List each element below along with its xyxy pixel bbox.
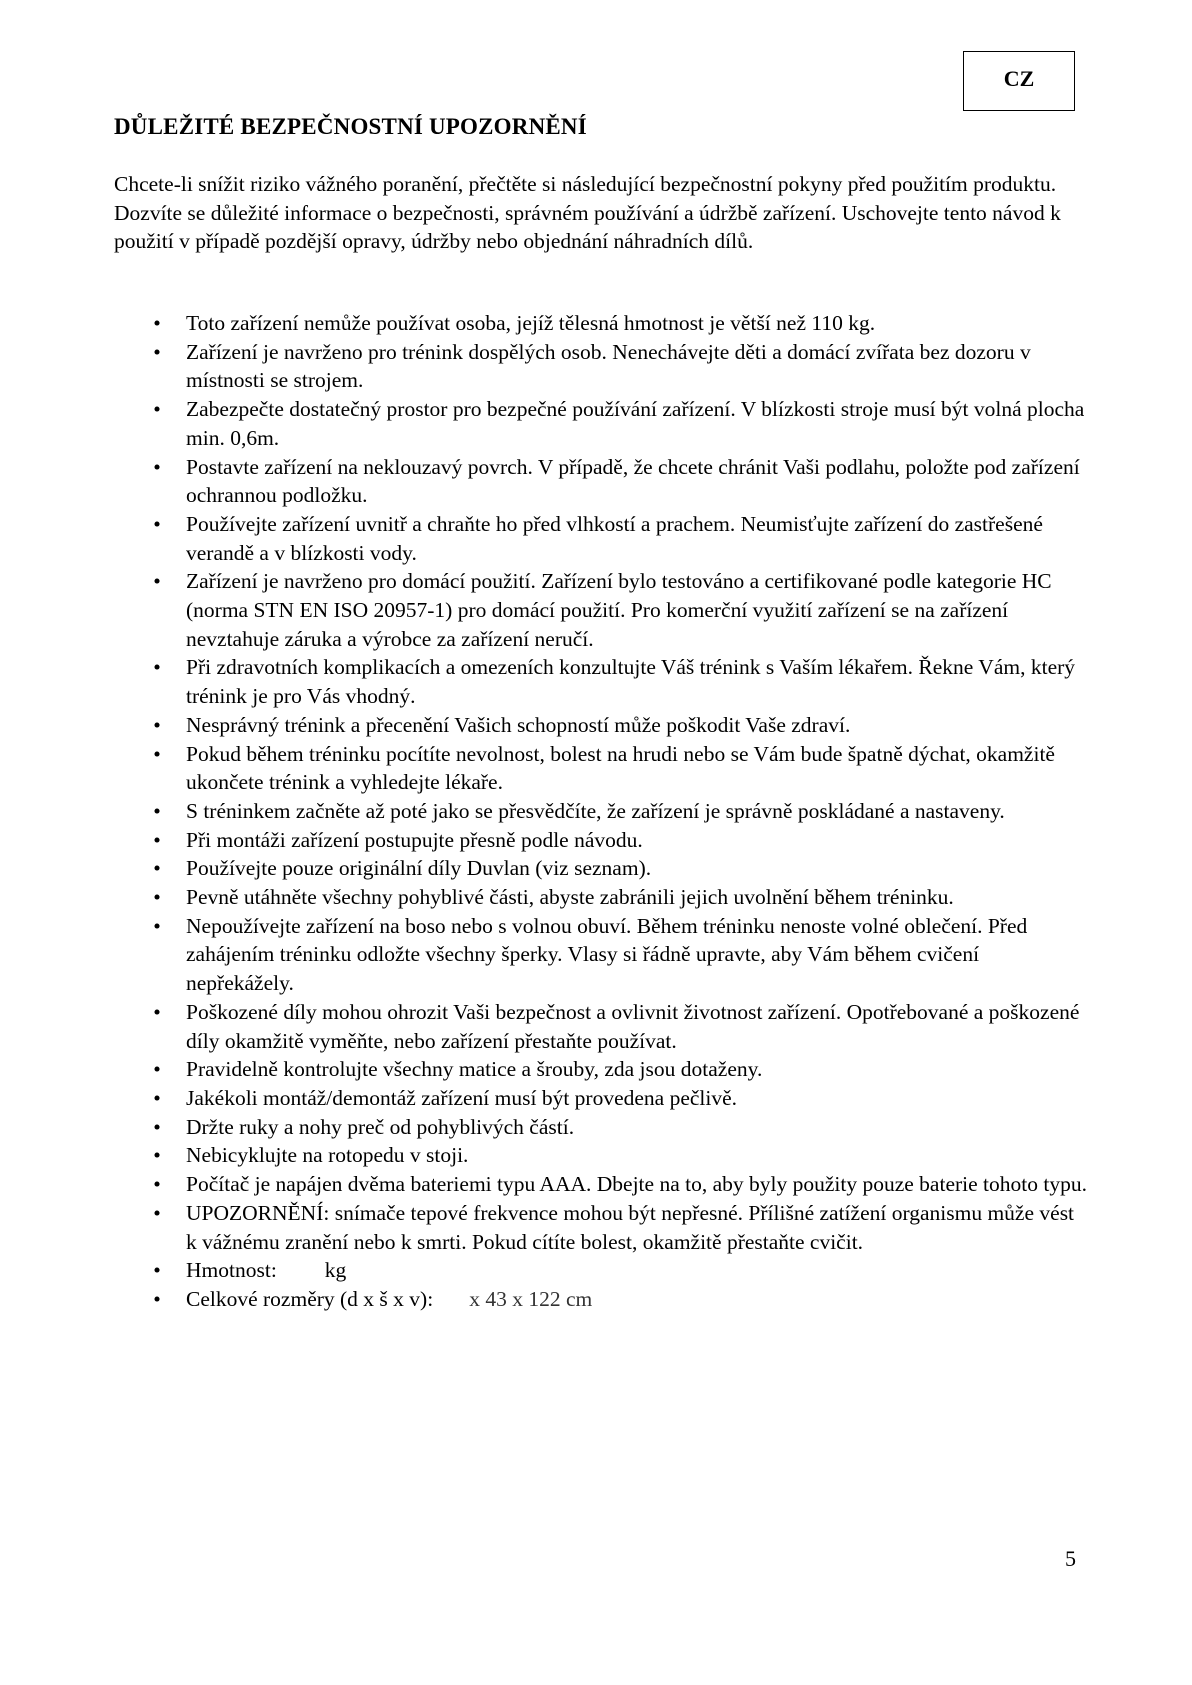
weight-label: Hmotnost: — [186, 1258, 277, 1283]
bullet-icon: • — [153, 1200, 161, 1225]
bullet-icon: • — [153, 511, 161, 536]
bullet-icon: • — [153, 712, 161, 737]
list-item-text: Držte ruky a nohy preč od pohyblivých částí. — [186, 1114, 575, 1139]
list-item-text: Počítač je napájen dvěma bateriemi typu AAA. Dbejte na to, aby byly použity pouze baterie tohoto typu. — [186, 1172, 1087, 1197]
bullet-icon: • — [153, 741, 161, 766]
language-badge — [963, 51, 1075, 111]
list-item-text: Zabezpečte dostatečný prostor pro bezpečné používání zařízení. V blízkosti stroje musí být volná plocha min. 0,6m. — [186, 397, 1085, 450]
list-item-text: Zařízení je navrženo pro domácí použití. Zařízení bylo testováno a certifikované podle kategorie HC (norma STN EN ISO 20957-1) pro domácí použití. Pro komerční využití zařízení se na zařízení nevztahuje záruka a výrobce za zařízení neručí. — [186, 569, 1052, 651]
list-item — [114, 309, 1089, 338]
bullet-icon: • — [153, 397, 161, 422]
bullet-icon: • — [153, 1114, 161, 1139]
intro-paragraph: Chcete-li snížit riziko vážného poranění, přečtěte si následující bezpečnostní pokyny před použitím produktu. Dozvíte se důležité informace o bezpečnosti, správném používání a údržbě zařízení. Uschovejte tento návod k použití v případě pozdější opravy, údržby nebo objednání náhradních dílů. — [114, 172, 1061, 253]
spec-dimensions — [114, 1285, 1089, 1314]
bullet-icon: • — [153, 798, 161, 823]
list-item — [114, 998, 1089, 1055]
bullet-icon: • — [153, 339, 161, 364]
list-item — [114, 338, 1089, 395]
bullet-icon: • — [153, 913, 161, 938]
list-item — [114, 912, 1089, 998]
list-item-text: UPOZORNĚNÍ: snímače tepové frekvence mohou být nepřesné. Přílišné zatížení organismu může vést k vážnému zranění nebo k smrti. Pokud cítíte bolest, okamžitě přestaňte cvičit. — [186, 1200, 1075, 1254]
list-item-text: Pevně utáhněte všechny pohyblivé části, abyste zabránili jejich uvolnění během tréninku. — [186, 885, 954, 910]
list-item — [114, 854, 1089, 883]
dimensions-value: x 43 x 122 cm — [469, 1286, 593, 1311]
bullet-icon: • — [153, 1172, 161, 1197]
bullet-icon: • — [153, 1286, 161, 1311]
bullet-icon: • — [153, 1143, 161, 1168]
list-item-text: S tréninkem začněte až poté jako se přesvědčíte, že zařízení je správně poskládané a nastaveny. — [186, 798, 1005, 823]
list-item — [114, 1113, 1089, 1142]
list-item-text: Nebicyklujte na rotopedu v stoji. — [186, 1143, 469, 1168]
list-item-text: Poškozené díly mohou ohrozit Vaši bezpečnost a ovlivnit životnost zařízení. Opotřebované a poškozené díly okamžitě vyměňte, nebo zařízení přestaňte používat. — [186, 999, 1080, 1053]
list-item-text: Používejte zařízení uvnitř a chraňte ho před vlhkostí a prachem. Neumisťujte zařízení do zastřešené verandě a v blízkosti vody. — [186, 511, 1043, 565]
list-item-text: Pokud během tréninku pocítíte nevolnost, bolest na hrudi nebo se Vám bude špatně dýchat, okamžitě ukončete trénink a vyhledejte lékaře. — [186, 741, 1055, 795]
list-item-text: Používejte pouze originální díly Duvlan (viz seznam). — [186, 856, 652, 881]
list-item — [114, 1170, 1089, 1199]
list-item — [114, 395, 1089, 452]
bullet-icon: • — [153, 856, 161, 881]
safety-list — [114, 309, 1089, 1314]
list-item — [114, 653, 1089, 710]
list-item-text: Při montáži zařízení postupujte přesně podle návodu. — [186, 827, 643, 852]
list-item — [114, 711, 1089, 740]
list-item — [114, 1084, 1089, 1113]
list-item-text: Jakékoli montáž/demontáž zařízení musí být provedena pečlivě. — [186, 1085, 738, 1110]
list-item — [114, 567, 1089, 653]
list-item-text: Postavte zařízení na neklouzavý povrch. V případě, že chcete chránit Vaši podlahu, položte pod zařízení ochrannou podložku. — [186, 454, 1080, 508]
bullet-icon: • — [153, 655, 161, 680]
section-title: DŮLEŽITÉ BEZPEČNOSTNÍ UPOZORNĚNÍ — [114, 114, 587, 139]
list-item — [114, 883, 1089, 912]
dimensions-label: Celkové rozměry (d x š x v): — [186, 1286, 434, 1311]
bullet-icon: • — [153, 1085, 161, 1110]
list-item — [114, 1199, 1089, 1256]
list-item — [114, 1055, 1089, 1084]
bullet-icon: • — [153, 454, 161, 479]
list-item-text: Zařízení je navrženo pro trénink dospělých osob. Nenechávejte děti a domácí zvířata bez dozoru v místnosti se strojem. — [186, 339, 1031, 393]
bullet-icon: • — [153, 885, 161, 910]
language-code: CZ — [1003, 66, 1035, 91]
bullet-icon: • — [153, 827, 161, 852]
list-item-text: Toto zařízení nemůže používat osoba, jejíž tělesná hmotnost je větší než 110 kg. — [186, 311, 876, 335]
list-item — [114, 453, 1089, 510]
list-item-text: Nesprávný trénink a přecenění Vašich schopností může poškodit Vaše zdraví. — [186, 712, 851, 737]
spec-weight — [114, 1256, 1089, 1285]
bullet-icon: • — [153, 1057, 161, 1082]
list-item — [114, 510, 1089, 567]
bullet-icon: • — [153, 1258, 161, 1283]
weight-unit: kg — [324, 1258, 347, 1283]
list-item — [114, 797, 1089, 826]
bullet-icon: • — [153, 999, 161, 1024]
list-item-text: Pravidelně kontrolujte všechny matice a šrouby, zda jsou dotaženy. — [186, 1057, 763, 1082]
bullet-icon: • — [153, 311, 161, 335]
page-number: 5 — [1065, 1546, 1076, 1571]
bullet-icon: • — [153, 569, 161, 594]
list-item-text: Při zdravotních komplikacích a omezeních konzultujte Váš trénink s Vaším lékařem. Řekne Vám, který trénink je pro Vás vhodný. — [186, 655, 1076, 709]
list-item — [114, 1141, 1089, 1170]
list-item-text: Nepoužívejte zařízení na boso nebo s volnou obuví. Během tréninku nenoste volné oblečení. Před zahájením tréninku odložte všechny šperky. Vlasy si řádně upravte, aby Vám během cvičení nepřekážely. — [186, 913, 1028, 996]
list-item — [114, 740, 1089, 797]
list-item — [114, 826, 1089, 855]
